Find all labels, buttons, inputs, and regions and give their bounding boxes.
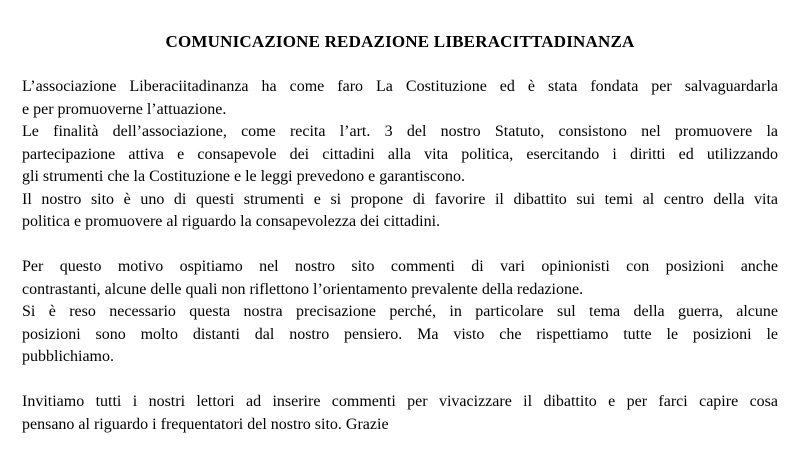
text-line: Il nostro sito è uno di questi strumenti e si propone di favorire il dibattito sui temi al centro della vita xyxy=(22,190,778,208)
paragraph-finalita xyxy=(22,121,778,189)
blank-line xyxy=(22,369,778,392)
blank-line xyxy=(22,234,778,257)
text-line: partecipazione attiva e consapevole dei cittadini alla vita politica, esercitando i diritti ed utilizzando xyxy=(22,145,778,163)
paragraph-sito xyxy=(22,189,778,234)
text-line: pubblichiamo. xyxy=(22,348,114,365)
text-line: contrastanti, alcune delle quali non riflettono l’orientamento prevalente della redazione. xyxy=(22,280,584,298)
text-line: Si è reso necessario questa nostra precisazione perché, in particolare sul tema della guerra, alcune xyxy=(22,303,778,320)
text-line: posizioni sono molto distanti dal nostro pensiero. Ma visto che rispettiamo tutte le posizioni le xyxy=(22,325,778,343)
paragraph-precisazione xyxy=(22,301,778,369)
paragraph-invito xyxy=(22,391,778,436)
text-line: Per questo motivo ospitiamo nel nostro sito commenti di vari opinionisti con posizioni anche xyxy=(22,258,778,275)
text-line: gli strumenti che la Costituzione e le leggi prevedono e garantiscono. xyxy=(22,168,465,185)
paragraph-opinionisti xyxy=(22,256,778,301)
text-line: Le finalità dell’associazione, come recita l’art. 3 del nostro Statuto, consistono nel promuovere la xyxy=(22,123,778,140)
text-line: politica e promuovere al riguardo la consapevolezza dei cittadini. xyxy=(22,213,441,230)
text-line: pensano al riguardo i frequentatori del nostro sito. Grazie xyxy=(22,415,389,433)
document-title: COMUNICAZIONE REDAZIONE LIBERACITTADINANZA xyxy=(165,32,635,51)
paragraph-intro xyxy=(22,76,778,121)
text-line: e per promuoverne l’attuazione. xyxy=(22,100,227,118)
text-line: L’associazione Liberaciitadinanza ha come faro La Costituzione ed è stata fondata per salvaguardarla xyxy=(22,78,778,95)
text-line: Invitiamo tutti i nostri lettori ad inserire commenti per vivacizzare il dibattito e per farci capire cosa xyxy=(22,393,778,410)
